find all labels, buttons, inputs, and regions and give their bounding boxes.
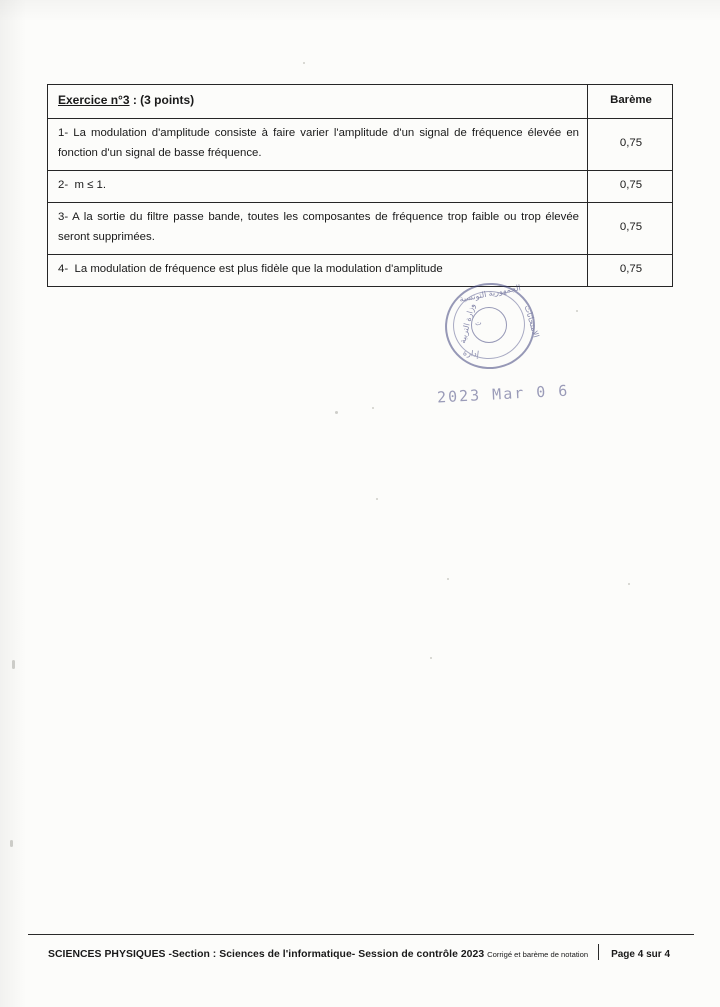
stamp-center-text: ت: [474, 319, 482, 328]
answer-cell-1: [48, 118, 588, 170]
item-index-1: 1-: [58, 126, 69, 139]
item-index-4: 4-: [58, 262, 69, 275]
scan-speck: [372, 407, 374, 409]
footer-divider: [28, 934, 694, 935]
table-row: [48, 254, 673, 286]
answer-cell-3: [48, 202, 588, 254]
scan-speck: [376, 498, 378, 500]
official-stamp-icon: [437, 283, 543, 373]
answer-cell-4: [48, 254, 588, 286]
scan-speck: [10, 840, 13, 847]
stamp-text-group: [437, 283, 543, 369]
stamp-bottom-text: إدارة: [462, 348, 480, 359]
item-index-2: 2-: [58, 178, 69, 191]
stamp-left-text: وزارة التربية: [458, 302, 477, 345]
item-score-1: 0,75: [588, 118, 673, 170]
table-row: [48, 170, 673, 202]
scan-speck: [303, 62, 305, 64]
scan-speck: [628, 583, 630, 585]
table-row: [48, 85, 673, 119]
item-score-3: 0,75: [588, 202, 673, 254]
bareme-table-container: [47, 84, 673, 287]
table-row: [48, 202, 673, 254]
exercise-points: : (3 points): [129, 93, 195, 107]
stamp-date: 2023 Mar 0 6: [436, 381, 570, 407]
footer-separator: [598, 944, 599, 960]
scan-speck: [335, 411, 338, 414]
item-score-2: 0,75: [588, 170, 673, 202]
scan-speck: [447, 578, 449, 580]
scan-speck: [430, 657, 432, 659]
footer-note: Corrigé et barème de notation: [487, 950, 589, 959]
bareme-table: [47, 84, 673, 287]
footer-subject: SCIENCES PHYSIQUES -Section : Sciences de l'informatique- Session de contrôle 2023: [48, 949, 485, 960]
stamp-top-text: الجمهورية التونسية: [458, 283, 522, 304]
item-text-1: La modulation d'amplitude consiste à faire varier l'amplitude d'un signal de fréquence élevée en fonction d'un signal de basse fréquence.: [58, 126, 579, 159]
scan-speck: [576, 310, 578, 312]
scan-speck: [12, 660, 15, 669]
footer-page-number: Page 4 sur 4: [611, 949, 670, 960]
exercise-label: Exercice n°3: [58, 93, 130, 107]
score-column-header: Barème: [588, 85, 673, 119]
page-footer: [48, 941, 678, 960]
exercise-title-cell: [48, 85, 588, 119]
item-score-4: 0,75: [588, 254, 673, 286]
item-text-3: A la sortie du filtre passe bande, toutes les composantes de fréquence trop faible ou trop élevée seront supprimées.: [58, 210, 580, 243]
answer-cell-2: [48, 170, 588, 202]
item-index-3: 3-: [58, 210, 69, 223]
table-row: [48, 118, 673, 170]
stamp-right-text: الامتحانات: [522, 304, 541, 339]
item-text-2: m ≤ 1.: [74, 178, 107, 191]
item-text-4: La modulation de fréquence est plus fidèle que la modulation d'amplitude: [74, 262, 443, 275]
